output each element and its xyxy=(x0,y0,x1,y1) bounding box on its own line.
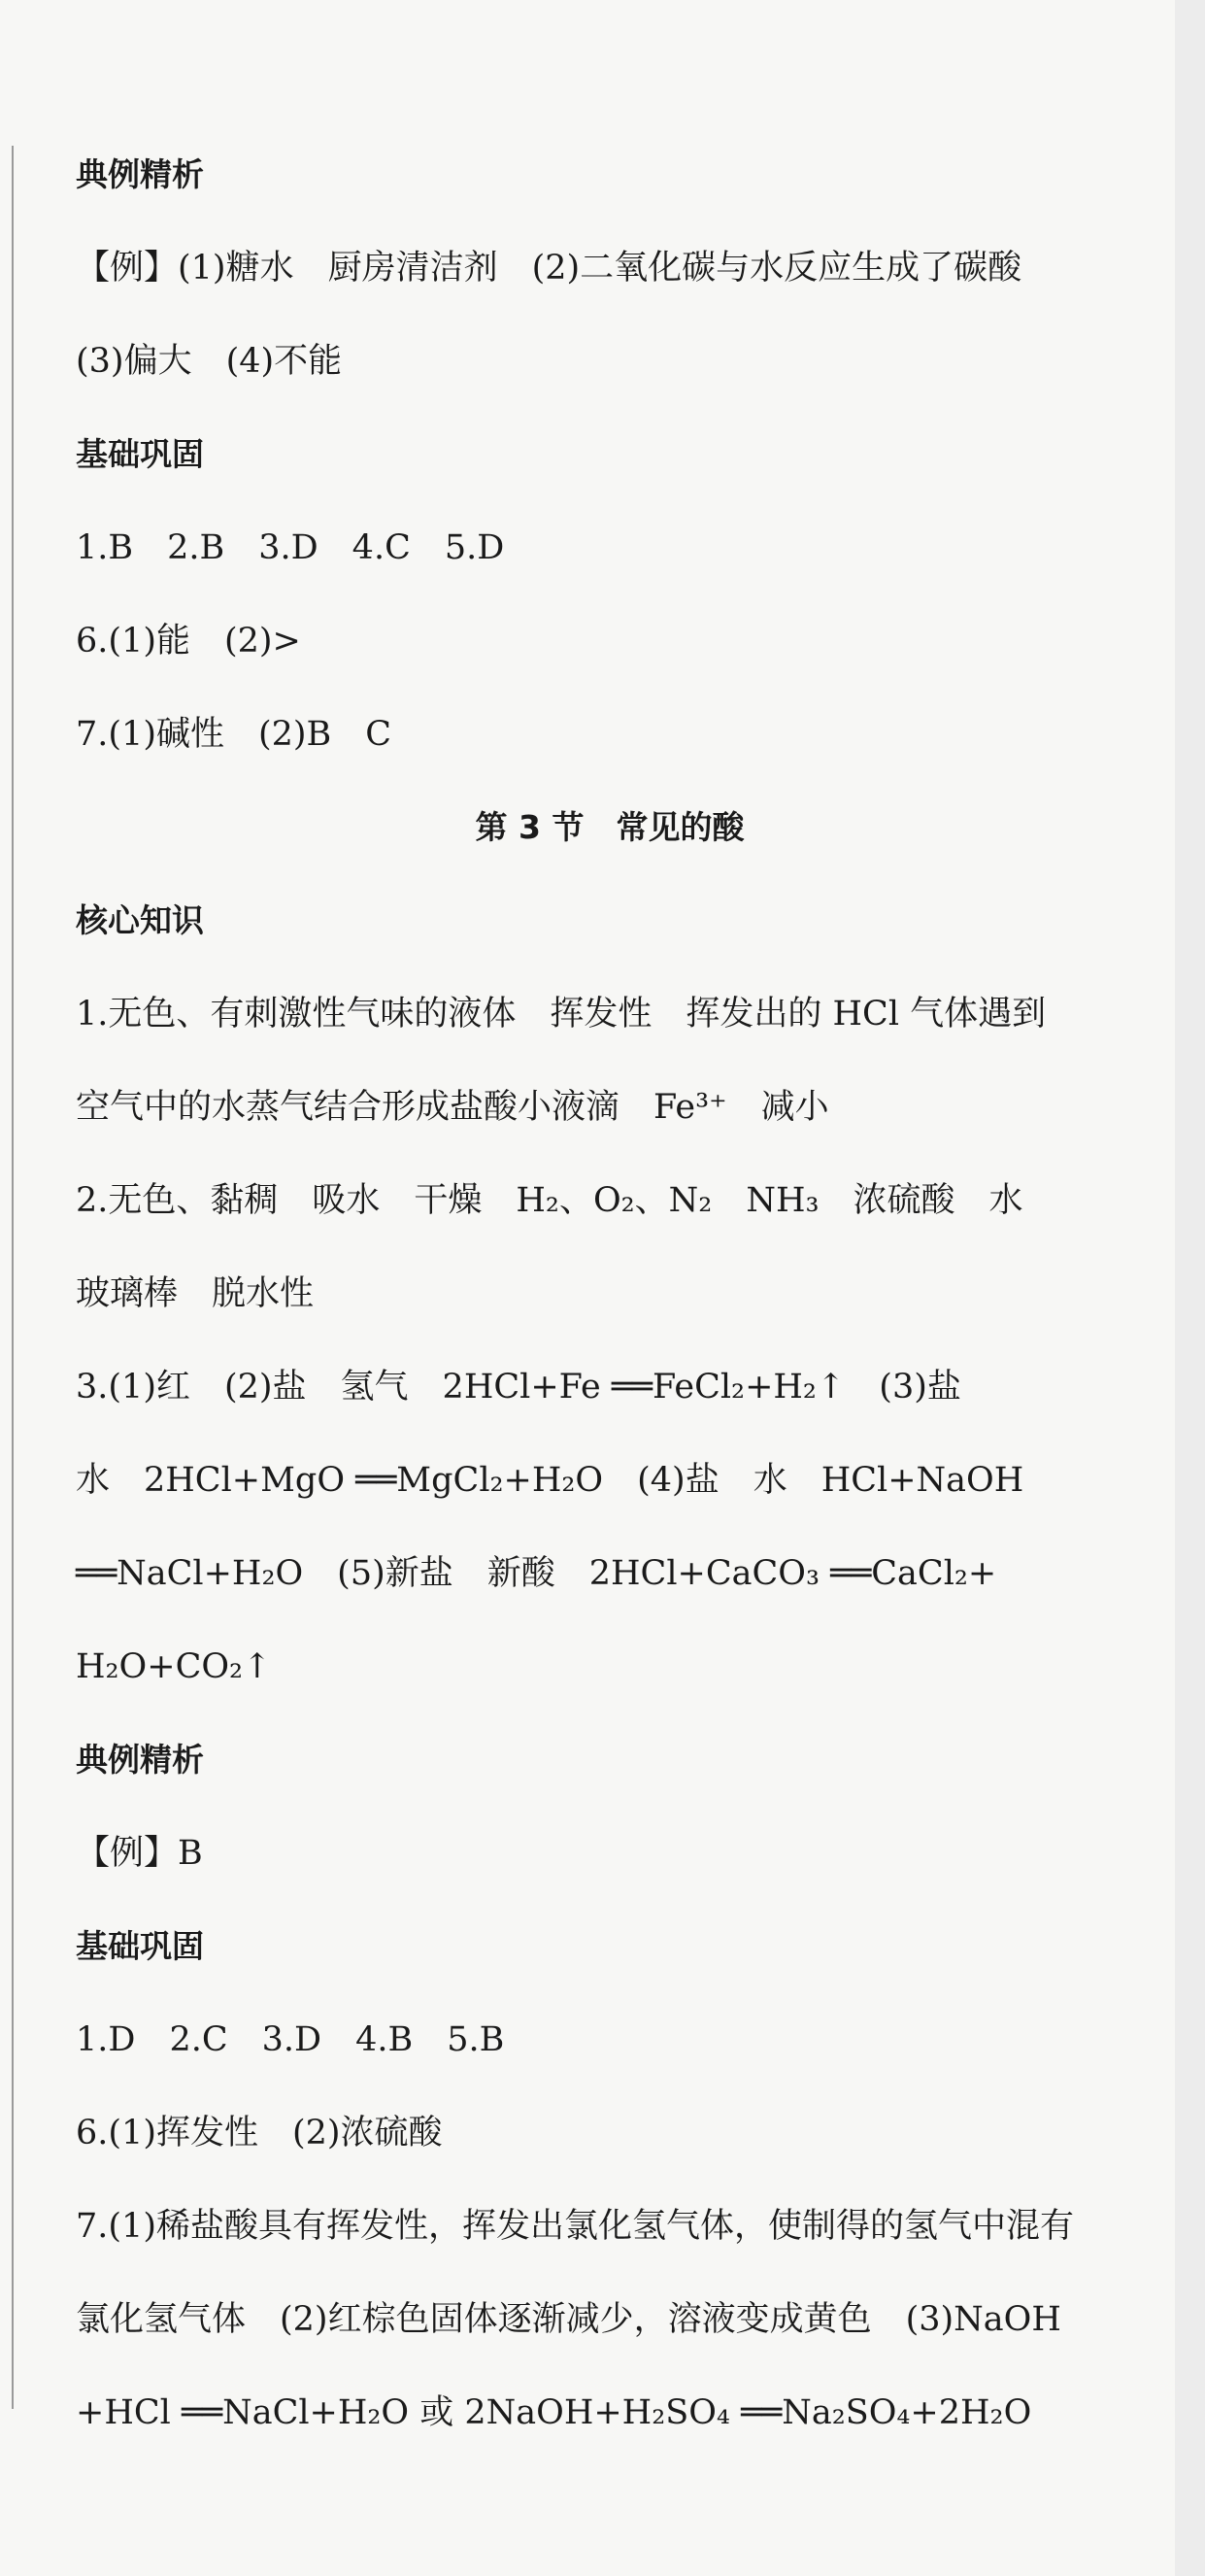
page-edge xyxy=(1175,0,1205,2576)
answer-line: ══NaCl+H₂O (5)新盐 新酸 2HCl+CaCO₃ ══CaCl₂+ xyxy=(76,1554,997,1593)
answer-line: 6.(1)挥发性 (2)浓硫酸 xyxy=(76,2114,443,2152)
answer-line: 1.无色、有刺激性气味的液体 挥发性 挥发出的 HCl 气体遇到 xyxy=(76,995,1047,1034)
example-answer-line: 【例】(1)糖水 厨房清洁剂 (2)二氧化碳与水反应生成了碳酸 xyxy=(76,249,1022,288)
heading-basic-consolidation: 基础巩固 xyxy=(76,1927,204,1965)
answer-line: 水 2HCl+MgO ══MgCl₂+H₂O (4)盐 水 HCl+NaOH xyxy=(76,1461,1024,1500)
answer-line: 3.(1)红 (2)盐 氢气 2HCl+Fe ══FeCl₂+H₂↑ (3)盐 xyxy=(76,1368,961,1407)
answer-line: 1.D 2.C 3.D 4.B 5.B xyxy=(76,2020,505,2059)
section-title: 第 3 节 常见的酸 xyxy=(475,808,745,846)
answer-line: +HCl ══NaCl+H₂O 或 2NaOH+H₂SO₄ ══Na₂SO₄+2H₂O xyxy=(76,2393,1032,2432)
example-answer-line: (3)偏大 (4)不能 xyxy=(76,342,343,381)
heading-example-analysis: 典例精析 xyxy=(76,155,204,193)
answer-line: H₂O+CO₂↑ xyxy=(76,1647,272,1686)
answer-line: 氯化氢气体 (2)红棕色固体逐渐减少，溶液变成黄色 (3)NaOH xyxy=(76,2300,1061,2339)
answer-line: 6.(1)能 (2)> xyxy=(76,622,301,661)
heading-core-knowledge: 核心知识 xyxy=(76,901,204,939)
heading-basic-consolidation: 基础巩固 xyxy=(76,435,204,473)
heading-example-analysis: 典例精析 xyxy=(76,1741,204,1779)
example-answer-line: 【例】B xyxy=(76,1834,203,1873)
answer-line: 1.B 2.B 3.D 4.C 5.D xyxy=(76,528,505,567)
margin-line xyxy=(12,146,14,2409)
answer-line: 7.(1)碱性 (2)B C xyxy=(76,715,392,754)
answer-content xyxy=(76,146,1144,2477)
answer-line: 玻璃棒 脱水性 xyxy=(76,1274,315,1313)
answer-line: 2.无色、黏稠 吸水 干燥 H₂、O₂、N₂ NH₃ 浓硫酸 水 xyxy=(76,1181,1023,1220)
answer-line: 7.(1)稀盐酸具有挥发性，挥发出氯化氢气体，使制得的氢气中混有 xyxy=(76,2207,1074,2246)
answer-line: 空气中的水蒸气结合形成盐酸小液滴 Fe³⁺ 减小 xyxy=(76,1088,829,1127)
